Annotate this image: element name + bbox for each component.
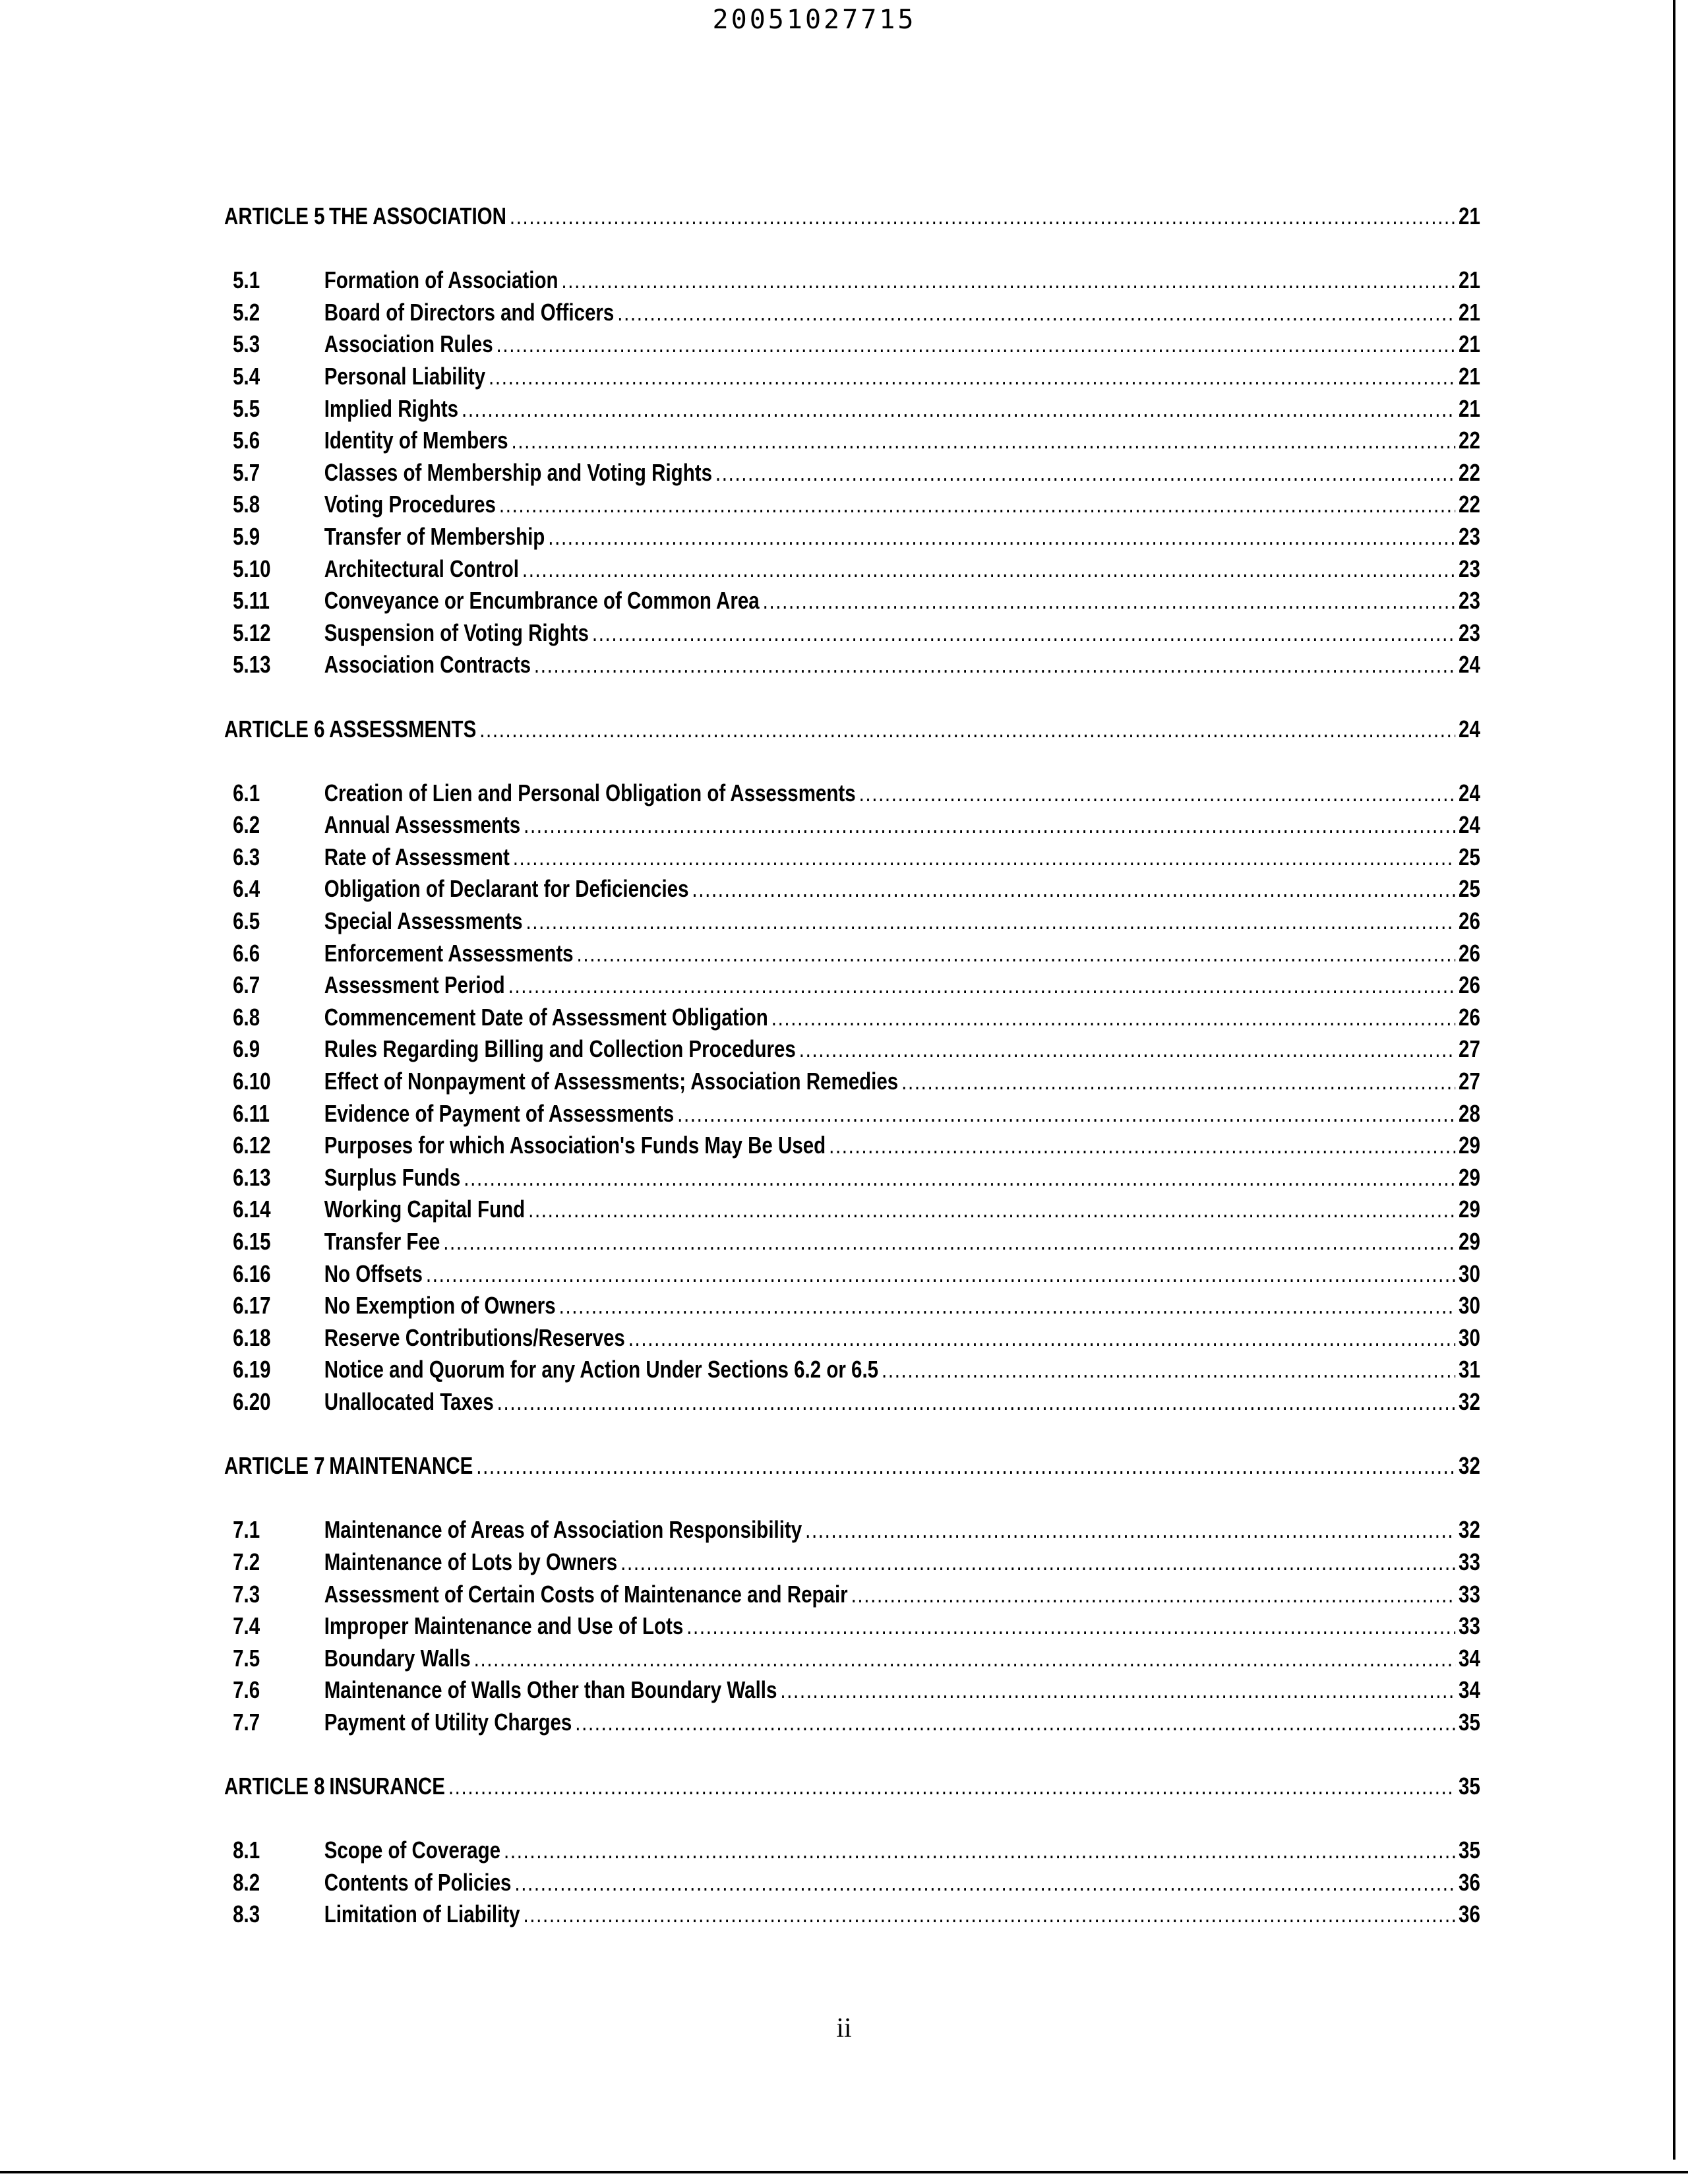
- section-title: Reserve Contributions/Reserves: [324, 1323, 625, 1351]
- section-title: Assessment of Certain Costs of Maintenance and Repair: [324, 1580, 848, 1608]
- section-number: 6.12: [233, 1132, 271, 1159]
- article-label: ARTICLE 8: [224, 1773, 325, 1800]
- section-title: Evidence of Payment of Assessments: [324, 1099, 675, 1127]
- section-number: 6.4: [233, 875, 260, 903]
- section-title: Personal Liability: [324, 362, 486, 390]
- section-page-number: 30: [1459, 1259, 1480, 1287]
- section-page-number: 27: [1459, 1068, 1480, 1095]
- section-number: 8.2: [233, 1868, 260, 1896]
- section-number: 6.15: [233, 1228, 271, 1255]
- toc-section-entry[interactable]: [224, 841, 1480, 874]
- section-title: Voting Procedures: [324, 491, 496, 518]
- toc-section-entry[interactable]: [224, 1546, 1480, 1579]
- document-id: 20051027715: [712, 5, 917, 35]
- section-page-number: 29: [1459, 1132, 1480, 1159]
- dot-leader: [805, 1514, 1455, 1546]
- section-number: 5.11: [233, 587, 270, 615]
- dot-leader: [526, 905, 1455, 938]
- toc-section-entry[interactable]: [224, 1258, 1480, 1290]
- section-page-number: 22: [1459, 491, 1480, 518]
- section-number: 6.1: [233, 779, 260, 806]
- dot-leader: [499, 489, 1455, 521]
- toc-section-entry[interactable]: [224, 1643, 1480, 1675]
- dot-leader: [504, 1835, 1455, 1867]
- toc-section-entry[interactable]: [224, 264, 1480, 297]
- section-page-number: 32: [1459, 1387, 1480, 1415]
- toc-section-entry[interactable]: [224, 297, 1480, 329]
- section-title: Limitation of Liability: [324, 1900, 520, 1928]
- section-title: Contents of Policies: [324, 1868, 512, 1896]
- section-page-number: 25: [1459, 875, 1480, 903]
- section-page-number: 33: [1459, 1580, 1480, 1608]
- section-page-number: 33: [1459, 1612, 1480, 1640]
- section-title: Formation of Association: [324, 266, 558, 294]
- toc-section-entry[interactable]: [224, 969, 1480, 1002]
- section-page-number: 27: [1459, 1035, 1480, 1063]
- dot-leader: [715, 457, 1455, 489]
- toc-section-entry[interactable]: [224, 1002, 1480, 1034]
- toc-section-entry[interactable]: [224, 489, 1480, 521]
- toc-section-entry[interactable]: [224, 1194, 1480, 1226]
- dot-leader: [628, 1322, 1455, 1354]
- article-title: INSURANCE: [329, 1773, 445, 1800]
- dot-leader: [511, 425, 1455, 457]
- toc-section-entry[interactable]: [224, 1707, 1480, 1739]
- section-page-number: 36: [1459, 1868, 1480, 1896]
- section-number: 6.13: [233, 1163, 271, 1191]
- section-page-number: 23: [1459, 587, 1480, 615]
- section-page-number: 24: [1459, 811, 1480, 839]
- section-page-number: 34: [1459, 1644, 1480, 1672]
- dot-leader: [780, 1674, 1455, 1707]
- section-number: 7.2: [233, 1548, 260, 1575]
- spacer: [224, 1739, 1480, 1771]
- toc-section-entry[interactable]: [224, 1354, 1480, 1386]
- section-title: No Offsets: [324, 1259, 423, 1287]
- toc-section-entry[interactable]: [224, 585, 1480, 617]
- section-page-number: 24: [1459, 779, 1480, 806]
- section-title: Special Assessments: [324, 907, 523, 935]
- section-number: 6.8: [233, 1003, 260, 1031]
- spacer: [224, 1418, 1480, 1451]
- section-number: 6.11: [233, 1099, 270, 1127]
- section-page-number: 26: [1459, 907, 1480, 935]
- section-title: No Exemption of Owners: [324, 1292, 556, 1320]
- section-title: Surplus Funds: [324, 1163, 461, 1191]
- section-title: Association Rules: [324, 330, 493, 358]
- section-page-number: 23: [1459, 619, 1480, 646]
- dot-leader: [692, 873, 1455, 905]
- section-number: 6.7: [233, 971, 260, 999]
- toc-section-entry[interactable]: [224, 649, 1480, 681]
- scan-border-right: [1673, 0, 1675, 2160]
- dot-leader: [561, 264, 1455, 297]
- section-title: Implied Rights: [324, 394, 459, 422]
- dot-leader: [575, 1707, 1455, 1739]
- dot-leader: [851, 1579, 1456, 1611]
- section-number: 5.3: [233, 330, 260, 358]
- section-number: 8.3: [233, 1900, 260, 1928]
- section-page-number: 21: [1459, 330, 1480, 358]
- section-page-number: 30: [1459, 1292, 1480, 1320]
- section-page-number: 25: [1459, 843, 1480, 870]
- toc-section-entry[interactable]: [224, 1386, 1480, 1418]
- dot-leader: [522, 553, 1455, 586]
- dot-leader: [559, 1290, 1455, 1322]
- toc-section-entry[interactable]: [224, 1162, 1480, 1194]
- dot-leader: [514, 1867, 1455, 1899]
- section-number: 6.19: [233, 1356, 271, 1383]
- article-page-number: 35: [1459, 1773, 1480, 1800]
- section-title: Suspension of Voting Rights: [324, 619, 589, 646]
- section-number: 6.5: [233, 907, 260, 935]
- dot-leader: [489, 361, 1455, 393]
- section-number: 5.8: [233, 491, 260, 518]
- toc-section-entry[interactable]: [224, 1579, 1480, 1611]
- section-page-number: 21: [1459, 266, 1480, 294]
- article-title: ASSESSMENTS: [329, 715, 477, 743]
- spacer: [224, 1482, 1480, 1515]
- dot-leader: [479, 713, 1455, 746]
- section-page-number: 21: [1459, 362, 1480, 390]
- section-title: Conveyance or Encumbrance of Common Area: [324, 587, 760, 615]
- toc-section-entry[interactable]: [224, 553, 1480, 586]
- section-title: Purposes for which Association's Funds May Be Used: [324, 1132, 826, 1159]
- section-title: Assessment Period: [324, 971, 505, 999]
- section-number: 7.4: [233, 1612, 260, 1640]
- section-page-number: 26: [1459, 971, 1480, 999]
- toc-section-entry[interactable]: [224, 361, 1480, 393]
- section-number: 6.6: [233, 939, 260, 967]
- section-title: Obligation of Declarant for Deficiencies: [324, 875, 689, 903]
- section-title: Unallocated Taxes: [324, 1387, 494, 1415]
- section-page-number: 24: [1459, 651, 1480, 679]
- section-page-number: 26: [1459, 939, 1480, 967]
- dot-leader: [859, 777, 1456, 810]
- scan-border-bottom: [0, 2171, 1688, 2173]
- section-number: 5.6: [233, 427, 260, 454]
- dot-leader: [901, 1066, 1455, 1098]
- section-title: Maintenance of Walls Other than Boundary Walls: [324, 1676, 777, 1704]
- section-title: Notice and Quorum for any Action Under Sections 6.2 or 6.5: [324, 1356, 879, 1383]
- section-page-number: 23: [1459, 555, 1480, 582]
- section-number: 5.2: [233, 298, 260, 326]
- section-title: Rate of Assessment: [324, 843, 510, 870]
- section-title: Creation of Lien and Personal Obligation of Assessments: [324, 779, 856, 806]
- toc-article-entry[interactable]: [224, 1450, 1480, 1482]
- toc-section-entry[interactable]: [224, 617, 1480, 650]
- section-title: Effect of Nonpayment of Assessments; Association Remedies: [324, 1068, 899, 1095]
- section-title: Working Capital Fund: [324, 1196, 526, 1223]
- article-title: MAINTENANCE: [329, 1452, 473, 1480]
- section-page-number: 28: [1459, 1099, 1480, 1127]
- dot-leader: [763, 585, 1455, 617]
- section-title: Rules Regarding Billing and Collection Procedures: [324, 1035, 796, 1063]
- section-title: Transfer of Membership: [324, 522, 545, 550]
- dot-leader: [620, 1546, 1455, 1579]
- dot-leader: [462, 393, 1455, 425]
- section-page-number: 29: [1459, 1196, 1480, 1223]
- section-title: Boundary Walls: [324, 1644, 471, 1672]
- toc-section-entry[interactable]: [224, 809, 1480, 841]
- toc-article-entry[interactable]: [224, 1771, 1480, 1803]
- section-page-number: 21: [1459, 394, 1480, 422]
- toc-section-entry[interactable]: [224, 1290, 1480, 1322]
- section-number: 5.12: [233, 619, 271, 646]
- section-number: 6.3: [233, 843, 260, 870]
- section-number: 7.3: [233, 1580, 260, 1608]
- toc-section-entry[interactable]: [224, 1098, 1480, 1130]
- section-page-number: 21: [1459, 298, 1480, 326]
- section-page-number: 29: [1459, 1228, 1480, 1255]
- toc-section-entry[interactable]: [224, 425, 1480, 457]
- section-number: 5.7: [233, 458, 260, 486]
- section-page-number: 36: [1459, 1900, 1480, 1928]
- section-number: 6.2: [233, 811, 260, 839]
- toc-section-entry[interactable]: [224, 1514, 1480, 1546]
- toc-section-entry[interactable]: [224, 1835, 1480, 1867]
- section-number: 6.16: [233, 1259, 271, 1287]
- toc-section-entry[interactable]: [224, 328, 1480, 361]
- section-page-number: 22: [1459, 427, 1480, 454]
- dot-leader: [528, 1194, 1455, 1226]
- section-number: 7.7: [233, 1708, 260, 1736]
- section-page-number: 29: [1459, 1163, 1480, 1191]
- dot-leader: [617, 297, 1455, 329]
- article-page-number: 24: [1459, 715, 1480, 743]
- spacer: [224, 681, 1480, 713]
- toc-section-entry[interactable]: [224, 873, 1480, 905]
- article-page-number: 21: [1459, 202, 1480, 229]
- section-title: Improper Maintenance and Use of Lots: [324, 1612, 684, 1640]
- section-title: Commencement Date of Assessment Obligation: [324, 1003, 768, 1031]
- section-title: Classes of Membership and Voting Rights: [324, 458, 712, 486]
- toc-section-entry[interactable]: [224, 1226, 1480, 1258]
- section-number: 5.4: [233, 362, 260, 390]
- section-number: 6.14: [233, 1196, 271, 1223]
- toc-article-entry[interactable]: [224, 713, 1480, 746]
- section-number: 5.10: [233, 555, 271, 582]
- section-title: Maintenance of Areas of Association Responsibility: [324, 1516, 802, 1544]
- article-label: ARTICLE 6: [224, 715, 325, 743]
- dot-leader: [443, 1226, 1455, 1258]
- dot-leader: [771, 1002, 1455, 1034]
- dot-leader: [513, 841, 1455, 874]
- toc-article-entry[interactable]: [224, 200, 1480, 233]
- section-number: 5.1: [233, 266, 260, 294]
- article-title: THE ASSOCIATION: [328, 202, 506, 229]
- section-page-number: 32: [1459, 1516, 1480, 1544]
- section-number: 5.13: [233, 651, 271, 679]
- dot-leader: [829, 1130, 1455, 1162]
- toc-section-entry[interactable]: [224, 393, 1480, 425]
- dot-leader: [448, 1771, 1455, 1803]
- section-number: 5.9: [233, 522, 260, 550]
- dot-leader: [677, 1098, 1455, 1130]
- toc-section-entry[interactable]: [224, 777, 1480, 810]
- section-page-number: 34: [1459, 1676, 1480, 1704]
- section-title: Maintenance of Lots by Owners: [324, 1548, 618, 1575]
- page-number: ii: [836, 2013, 852, 2044]
- spacer: [224, 233, 1480, 265]
- dot-leader: [592, 617, 1455, 650]
- section-number: 7.5: [233, 1644, 260, 1672]
- section-title: Enforcement Assessments: [324, 939, 574, 967]
- toc-section-entry[interactable]: [224, 1674, 1480, 1707]
- section-page-number: 33: [1459, 1548, 1480, 1575]
- section-number: 6.9: [233, 1035, 260, 1063]
- dot-leader: [882, 1354, 1455, 1386]
- section-title: Board of Directors and Officers: [324, 298, 615, 326]
- section-title: Identity of Members: [324, 427, 508, 454]
- section-number: 5.5: [233, 394, 260, 422]
- dot-leader: [497, 1386, 1455, 1418]
- dot-leader: [508, 969, 1455, 1002]
- dot-leader: [464, 1162, 1455, 1194]
- article-label: ARTICLE 5: [224, 202, 325, 229]
- dot-leader: [510, 200, 1455, 233]
- dot-leader: [686, 1610, 1455, 1643]
- section-number: 6.10: [233, 1068, 271, 1095]
- dot-leader: [497, 328, 1456, 361]
- article-page-number: 32: [1459, 1452, 1480, 1480]
- dot-leader: [799, 1033, 1455, 1066]
- section-page-number: 26: [1459, 1003, 1480, 1031]
- section-title: Association Contracts: [324, 651, 531, 679]
- dot-leader: [577, 938, 1456, 970]
- spacer: [224, 1803, 1480, 1835]
- spacer: [224, 745, 1480, 777]
- dot-leader: [524, 809, 1455, 841]
- section-title: Payment of Utility Charges: [324, 1708, 572, 1736]
- toc-section-entry[interactable]: [224, 1066, 1480, 1098]
- section-number: 7.6: [233, 1676, 260, 1704]
- dot-leader: [534, 649, 1455, 681]
- section-number: 7.1: [233, 1516, 260, 1544]
- section-number: 6.18: [233, 1323, 271, 1351]
- toc-section-entry[interactable]: [224, 1033, 1480, 1066]
- toc-section-entry[interactable]: [224, 1130, 1480, 1162]
- section-page-number: 35: [1459, 1836, 1480, 1864]
- dot-leader: [476, 1450, 1455, 1482]
- toc-section-entry[interactable]: [224, 457, 1480, 489]
- dot-leader: [523, 1898, 1455, 1931]
- toc-section-entry[interactable]: [224, 1610, 1480, 1643]
- section-title: Scope of Coverage: [324, 1836, 501, 1864]
- section-page-number: 23: [1459, 522, 1480, 550]
- toc-section-entry[interactable]: [224, 905, 1480, 938]
- section-number: 8.1: [233, 1836, 260, 1864]
- section-title: Annual Assessments: [324, 811, 521, 839]
- toc-section-entry[interactable]: [224, 521, 1480, 553]
- section-page-number: 30: [1459, 1323, 1480, 1351]
- toc-section-entry[interactable]: [224, 938, 1480, 970]
- section-number: 6.20: [233, 1387, 271, 1415]
- section-number: 6.17: [233, 1292, 271, 1320]
- dot-leader: [474, 1643, 1456, 1675]
- table-of-contents: [224, 200, 1480, 1931]
- section-title: Transfer Fee: [324, 1228, 440, 1255]
- dot-leader: [548, 521, 1455, 553]
- section-page-number: 22: [1459, 458, 1480, 486]
- article-label: ARTICLE 7: [224, 1452, 325, 1480]
- section-page-number: 31: [1459, 1356, 1480, 1383]
- section-title: Architectural Control: [324, 555, 519, 582]
- toc-section-entry[interactable]: [224, 1322, 1480, 1354]
- dot-leader: [426, 1258, 1455, 1290]
- section-page-number: 35: [1459, 1708, 1480, 1736]
- toc-section-entry[interactable]: [224, 1867, 1480, 1899]
- toc-section-entry[interactable]: [224, 1898, 1480, 1931]
